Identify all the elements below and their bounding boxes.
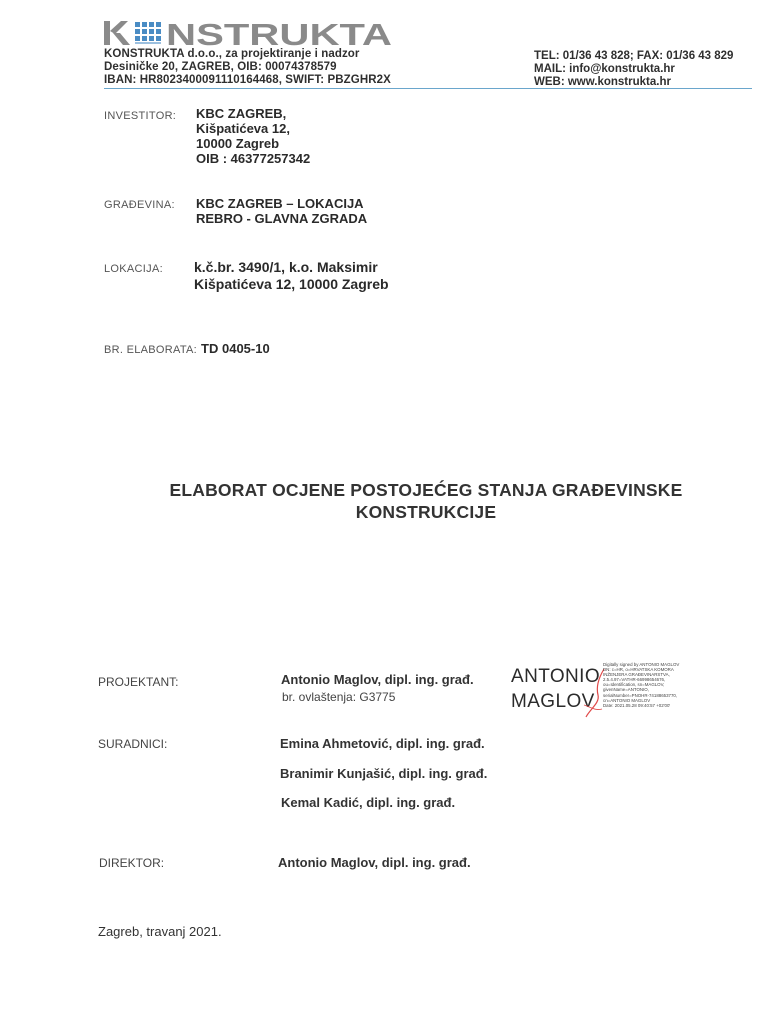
company-contact-block xyxy=(534,50,733,89)
suradnik-name: Branimir Kunjašić, dipl. ing. građ. xyxy=(280,766,488,781)
signature-detail-line: serialNumber=PNOHR-74188653770, xyxy=(603,692,678,698)
contact-web: WEB: www.konstrukta.hr xyxy=(534,76,671,88)
document-title-line: KONSTRUKCIJE xyxy=(355,502,497,522)
investitor-line: Kišpatićeva 12, xyxy=(196,121,290,136)
lokacija-label: LOKACIJA: xyxy=(104,263,163,275)
elaborat-number-value: TD 0405-10 xyxy=(201,341,270,356)
document-title xyxy=(90,479,762,523)
company-line: IBAN: HR8023400091110164468, SWIFT: PBZGHR2X xyxy=(104,74,391,86)
company-address-block xyxy=(104,48,391,87)
direktor-label: DIREKTOR: xyxy=(99,856,165,870)
gradevina-value xyxy=(196,196,367,226)
investitor-label: INVESTITOR: xyxy=(104,110,177,122)
elaborat-number-label: BR. ELABORATA: xyxy=(104,344,198,356)
digital-signature-details xyxy=(603,662,693,708)
signature-detail-line: Digitally signed by ANTONIO MAGLOV xyxy=(603,662,680,667)
contact-phone: TEL: 01/36 43 828; FAX: 01/36 43 829 xyxy=(534,50,734,62)
investitor-line: KBC ZAGREB, xyxy=(196,106,287,121)
suradnik-name: Kemal Kadić, dipl. ing. građ. xyxy=(281,795,456,810)
lokacija-line: Kišpatićeva 12, 10000 Zagreb xyxy=(194,276,389,292)
suradnici-label: SURADNICI: xyxy=(98,737,168,751)
konstrukta-logo xyxy=(104,19,394,47)
projektant-licence: br. ovlaštenja: G3775 xyxy=(282,690,396,704)
signature-detail-line: INŽENJERA GRAĐEVINARSTVA, xyxy=(603,672,670,678)
gradevina-label: GRAĐEVINA: xyxy=(104,199,175,211)
company-line: KONSTRUKTA d.o.o., za projektiranje i nadzor xyxy=(104,48,360,60)
suradnik-name: Emina Ahmetović, dipl. ing. građ. xyxy=(280,736,485,751)
signature-detail-line: 2.5.4.97=VATHR-66998654676, xyxy=(603,677,666,683)
gradevina-line: KBC ZAGREB – LOKACIJA xyxy=(196,196,364,211)
signature-detail-line: Date: 2021.05.28 09:40:57 +02'00' xyxy=(603,702,671,708)
investitor-line: 10000 Zagreb xyxy=(196,136,280,151)
signature-detail-line: cn=ANTONIO MAGLOV xyxy=(603,697,651,703)
signature-name-line: MAGLOV xyxy=(511,691,595,712)
projektant-name: Antonio Maglov, dipl. ing. građ. xyxy=(281,672,474,687)
header-divider xyxy=(104,88,752,89)
gradevina-line: REBRO - GLAVNA ZGRADA xyxy=(196,211,368,226)
lokacija-value xyxy=(194,259,389,293)
projektant-label: PROJEKTANT: xyxy=(98,675,179,689)
signature-detail-line: DN: c=HR, o=HRVATSKA KOMORA xyxy=(603,667,674,673)
investitor-value xyxy=(196,106,310,166)
svg-text:NSTRUKTA: NSTRUKTA xyxy=(166,19,392,47)
elaborat-number-row xyxy=(104,340,270,358)
investitor-line: OIB : 46377257342 xyxy=(196,151,311,166)
direktor-name: Antonio Maglov, dipl. ing. građ. xyxy=(278,855,471,870)
contact-mail: MAIL: info@konstrukta.hr xyxy=(534,63,675,75)
company-line: Desiničke 20, ZAGREB, OIB: 00074378579 xyxy=(104,61,337,73)
signature-detail-line: ou=Identification, sn=MAGLOV, xyxy=(603,682,665,688)
signature-name-line: ANTONIO xyxy=(511,666,601,687)
lokacija-line: k.č.br. 3490/1, k.o. Maksimir xyxy=(194,259,378,275)
place-and-date: Zagreb, travanj 2021. xyxy=(98,924,222,939)
document-title-line: ELABORAT OCJENE POSTOJEĆEG STANJA GRAĐEVINSKE xyxy=(169,480,683,500)
signature-detail-line: givenName=ANTONIO, xyxy=(603,687,649,693)
